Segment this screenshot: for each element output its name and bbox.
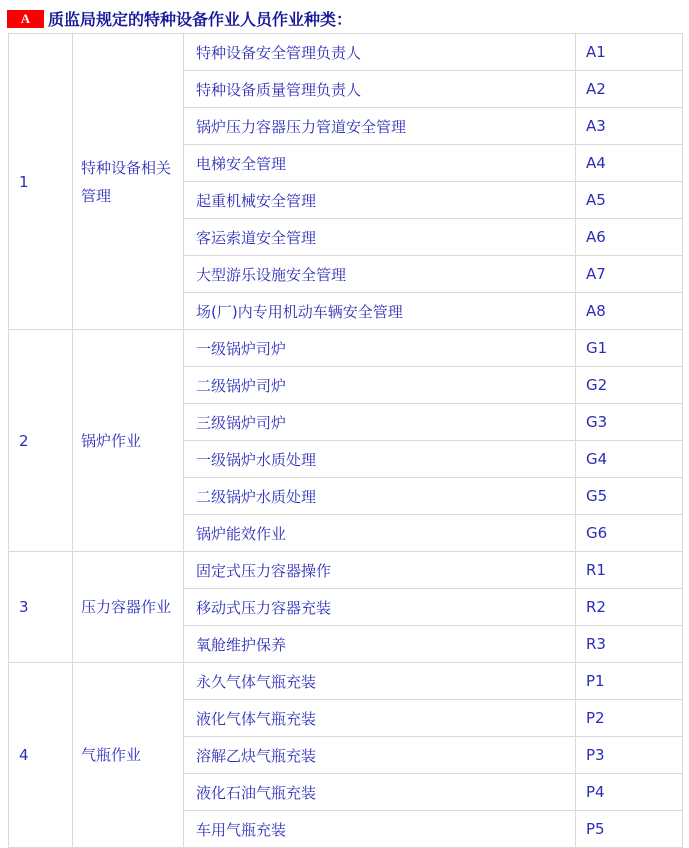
item-name-cell: 液化气体气瓶充装	[184, 700, 576, 737]
item-code-cell: P5	[576, 811, 683, 848]
item-name-cell: 二级锅炉水质处理	[184, 478, 576, 515]
item-name-cell: 固定式压力容器操作	[184, 552, 576, 589]
item-code-cell: G6	[576, 515, 683, 552]
item-code-cell: A3	[576, 108, 683, 145]
equipment-categories-table	[8, 33, 683, 848]
item-code-cell: P1	[576, 663, 683, 700]
item-code-cell: P3	[576, 737, 683, 774]
item-code-cell: G1	[576, 330, 683, 367]
item-name-cell: 移动式压力容器充装	[184, 589, 576, 626]
section-letter-badge: A	[7, 10, 44, 28]
item-name-cell: 特种设备质量管理负责人	[184, 71, 576, 108]
item-name-cell: 客运索道安全管理	[184, 219, 576, 256]
item-name-cell: 溶解乙炔气瓶充装	[184, 737, 576, 774]
item-code-cell: P4	[576, 774, 683, 811]
item-code-cell: A6	[576, 219, 683, 256]
item-name-cell: 大型游乐设施安全管理	[184, 256, 576, 293]
table-row	[9, 34, 683, 71]
item-name-cell: 一级锅炉司炉	[184, 330, 576, 367]
page-title-text: 质监局规定的特种设备作业人员作业种类：	[48, 10, 353, 29]
section-category-cell: 特种设备相关管理	[73, 34, 184, 330]
item-name-cell: 锅炉能效作业	[184, 515, 576, 552]
item-code-cell: G2	[576, 367, 683, 404]
item-code-cell: R1	[576, 552, 683, 589]
item-name-cell: 氧舱维护保养	[184, 626, 576, 663]
item-name-cell: 电梯安全管理	[184, 145, 576, 182]
item-name-cell: 永久气体气瓶充装	[184, 663, 576, 700]
item-code-cell: A1	[576, 34, 683, 71]
table-row	[9, 663, 683, 700]
item-code-cell: A4	[576, 145, 683, 182]
section-number-cell: 3	[9, 552, 73, 663]
section-category-cell: 气瓶作业	[73, 663, 184, 848]
item-name-cell: 液化石油气瓶充装	[184, 774, 576, 811]
item-code-cell: G3	[576, 404, 683, 441]
section-number-cell: 4	[9, 663, 73, 848]
item-name-cell: 锅炉压力容器压力管道安全管理	[184, 108, 576, 145]
item-code-cell: G4	[576, 441, 683, 478]
item-code-cell: A7	[576, 256, 683, 293]
table-row	[9, 552, 683, 589]
item-name-cell: 场(厂)内专用机动车辆安全管理	[184, 293, 576, 330]
section-category-cell: 锅炉作业	[73, 330, 184, 552]
item-name-cell: 起重机械安全管理	[184, 182, 576, 219]
section-number-cell: 1	[9, 34, 73, 330]
item-code-cell: A8	[576, 293, 683, 330]
item-code-cell: A5	[576, 182, 683, 219]
item-code-cell: P2	[576, 700, 683, 737]
section-number-cell: 2	[9, 330, 73, 552]
page-title	[7, 7, 352, 30]
section-category-cell: 压力容器作业	[73, 552, 184, 663]
item-name-cell: 特种设备安全管理负责人	[184, 34, 576, 71]
item-name-cell: 二级锅炉司炉	[184, 367, 576, 404]
item-name-cell: 三级锅炉司炉	[184, 404, 576, 441]
item-code-cell: G5	[576, 478, 683, 515]
item-code-cell: R3	[576, 626, 683, 663]
table-row	[9, 330, 683, 367]
item-name-cell: 一级锅炉水质处理	[184, 441, 576, 478]
item-name-cell: 车用气瓶充装	[184, 811, 576, 848]
item-code-cell: A2	[576, 71, 683, 108]
table-body	[9, 34, 683, 848]
item-code-cell: R2	[576, 589, 683, 626]
